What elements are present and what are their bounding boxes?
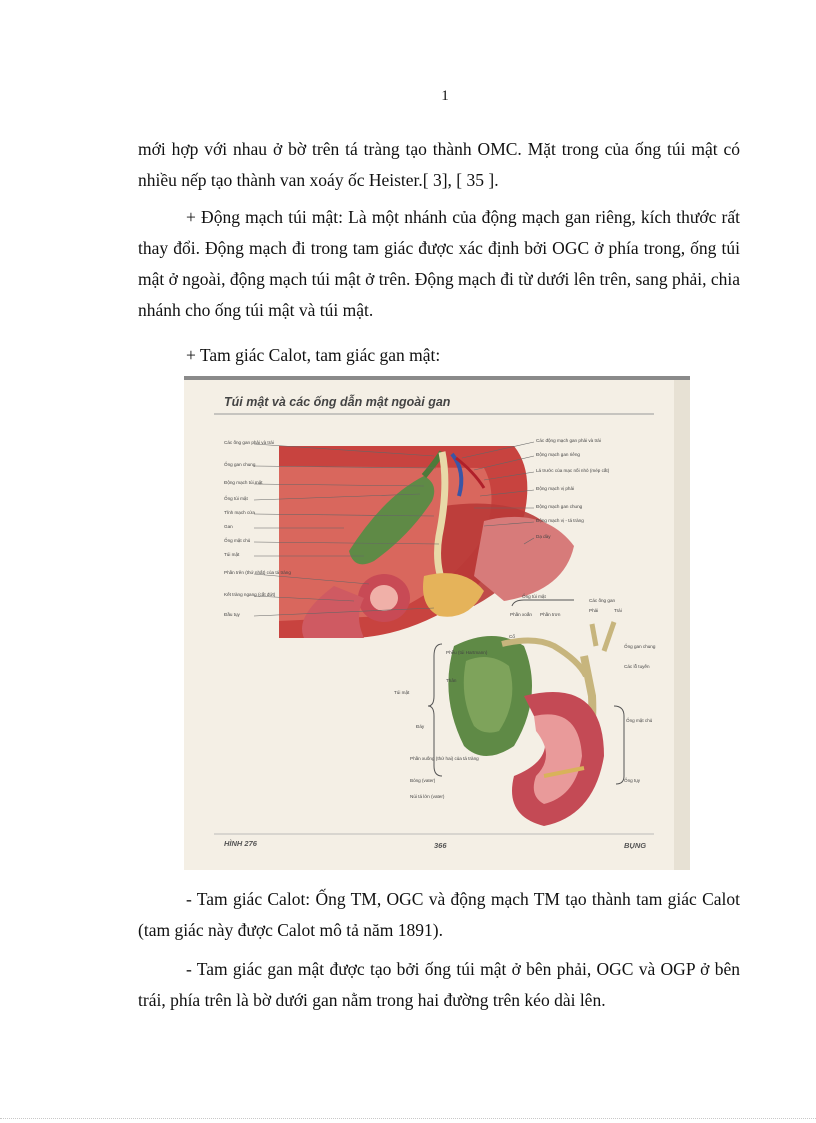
label-gallbladder: Túi mật: [224, 552, 240, 557]
label-transverse-colon: Kết tràng ngang (cắt đứt): [224, 592, 276, 597]
label-lesser-omentum: Lá trước của mạc nối nhỏ (mép cắt): [536, 468, 610, 473]
label-left: Trái: [614, 608, 622, 613]
label-proper-hepatic-artery: Động mạch gan riêng: [536, 452, 580, 457]
label-stomach: Dạ dày: [536, 534, 551, 539]
figure-caption-number: HÌNH 276: [224, 839, 257, 848]
label-common-hepatic-duct-inset: Ống gan chung: [624, 644, 656, 649]
label-right-gastric-artery: Động mạch vị phải: [536, 486, 575, 491]
bottom-page-rule: [0, 1118, 816, 1119]
label-common-hepatic-duct: Ống gan chung: [224, 462, 256, 467]
label-common-bile-duct-inset: Ống mật chủ: [626, 718, 653, 723]
figure-caption-page: 366: [434, 841, 447, 850]
label-cystic-duct: Ống túi mật: [224, 496, 248, 501]
page-number: 1: [441, 88, 449, 104]
label-hepatic-arteries: Các động mạch gan phải và trái: [536, 438, 601, 443]
label-glands: Các lỗ tuyến: [624, 664, 650, 669]
label-hepatic-ducts-inset: Các ống gan: [589, 598, 616, 603]
label-common-bile-duct: Ống mật chủ: [224, 538, 251, 543]
paragraph-calot-triangle: - Tam giác Calot: Ống TM, OGC và động mạch TM tạo thành tam giác Calot (tam giác này được Calot mô tả năm 1891).: [138, 889, 740, 940]
label-portal-vein: Tĩnh mạch cửa: [224, 510, 255, 515]
label-duodenum-second-part: Phần xuống (thứ hai) của tá tràng: [410, 756, 479, 761]
label-hepatic-ducts: Các ống gan phải và trái: [224, 440, 274, 445]
label-spiral-part: Phần xoắn: [510, 612, 532, 617]
label-smooth-part: Phần trơn: [540, 612, 561, 617]
label-pancreas-head: Đầu tụy: [224, 612, 240, 617]
label-cystic-duct-inset: Ống túi mật: [522, 594, 546, 599]
label-neck: Cổ: [509, 634, 515, 639]
label-hartmann-pouch: Phễu (túi Hartmann): [446, 650, 488, 655]
label-right: Phải: [589, 608, 599, 613]
label-liver: Gan: [224, 524, 233, 529]
paragraph-ogc-continuation: mới hợp với nhau ở bờ trên tá tràng tạo thành OMC. Mặt trong của ống túi mật có nhiều nếp tạo thành van xoáy ốc Heister.[ 3], [ 35 ].: [138, 139, 740, 190]
label-ampulla: Bóng (vater): [410, 778, 436, 783]
label-pancreatic-duct: Ống tụy: [624, 778, 641, 783]
label-gallbladder-inset: Túi mật: [394, 690, 410, 695]
anatomy-figure: [184, 376, 690, 870]
label-cystic-artery: Động mạch túi mật: [224, 480, 263, 485]
figure-title: Túi mật và các ống dẫn mật ngoài gan: [224, 395, 451, 409]
figure-caption-section: BỤNG: [624, 841, 647, 850]
paragraph-hepatobiliary-triangle: - Tam giác gan mật được tạo bởi ống túi mật ở bên phải, OGC và OGP ở bên trái, phía trên là bờ dưới gan nằm trong hai đường trên kéo dài lên.: [138, 959, 740, 1010]
label-gastroduodenal-artery: Động mạch vị - tá tràng: [536, 518, 584, 523]
label-major-papilla: Núi tá lớn (vater): [410, 794, 445, 799]
label-common-hepatic-artery: Động mạch gan chung: [536, 504, 583, 509]
label-duodenum-first-part: Phần trên (thứ nhất) của tá tràng: [224, 570, 291, 575]
paragraph-cystic-artery: + Động mạch túi mật: Là một nhánh của động mạch gan riêng, kích thước rất thay đổi. Động mạch đi trong tam giác được xác định bởi OGC ở phía trong, ống túi mật ở ngoài, động mạch túi mật ở trên. Động mạch đi từ dưới lên trên, sang phải, chia nhánh cho ống túi mật và túi mật.: [138, 207, 740, 320]
label-fundus: Đáy: [416, 724, 425, 729]
paragraph-calot-heading: + Tam giác Calot, tam giác gan mật:: [186, 345, 441, 365]
label-body: Thân: [446, 678, 457, 683]
